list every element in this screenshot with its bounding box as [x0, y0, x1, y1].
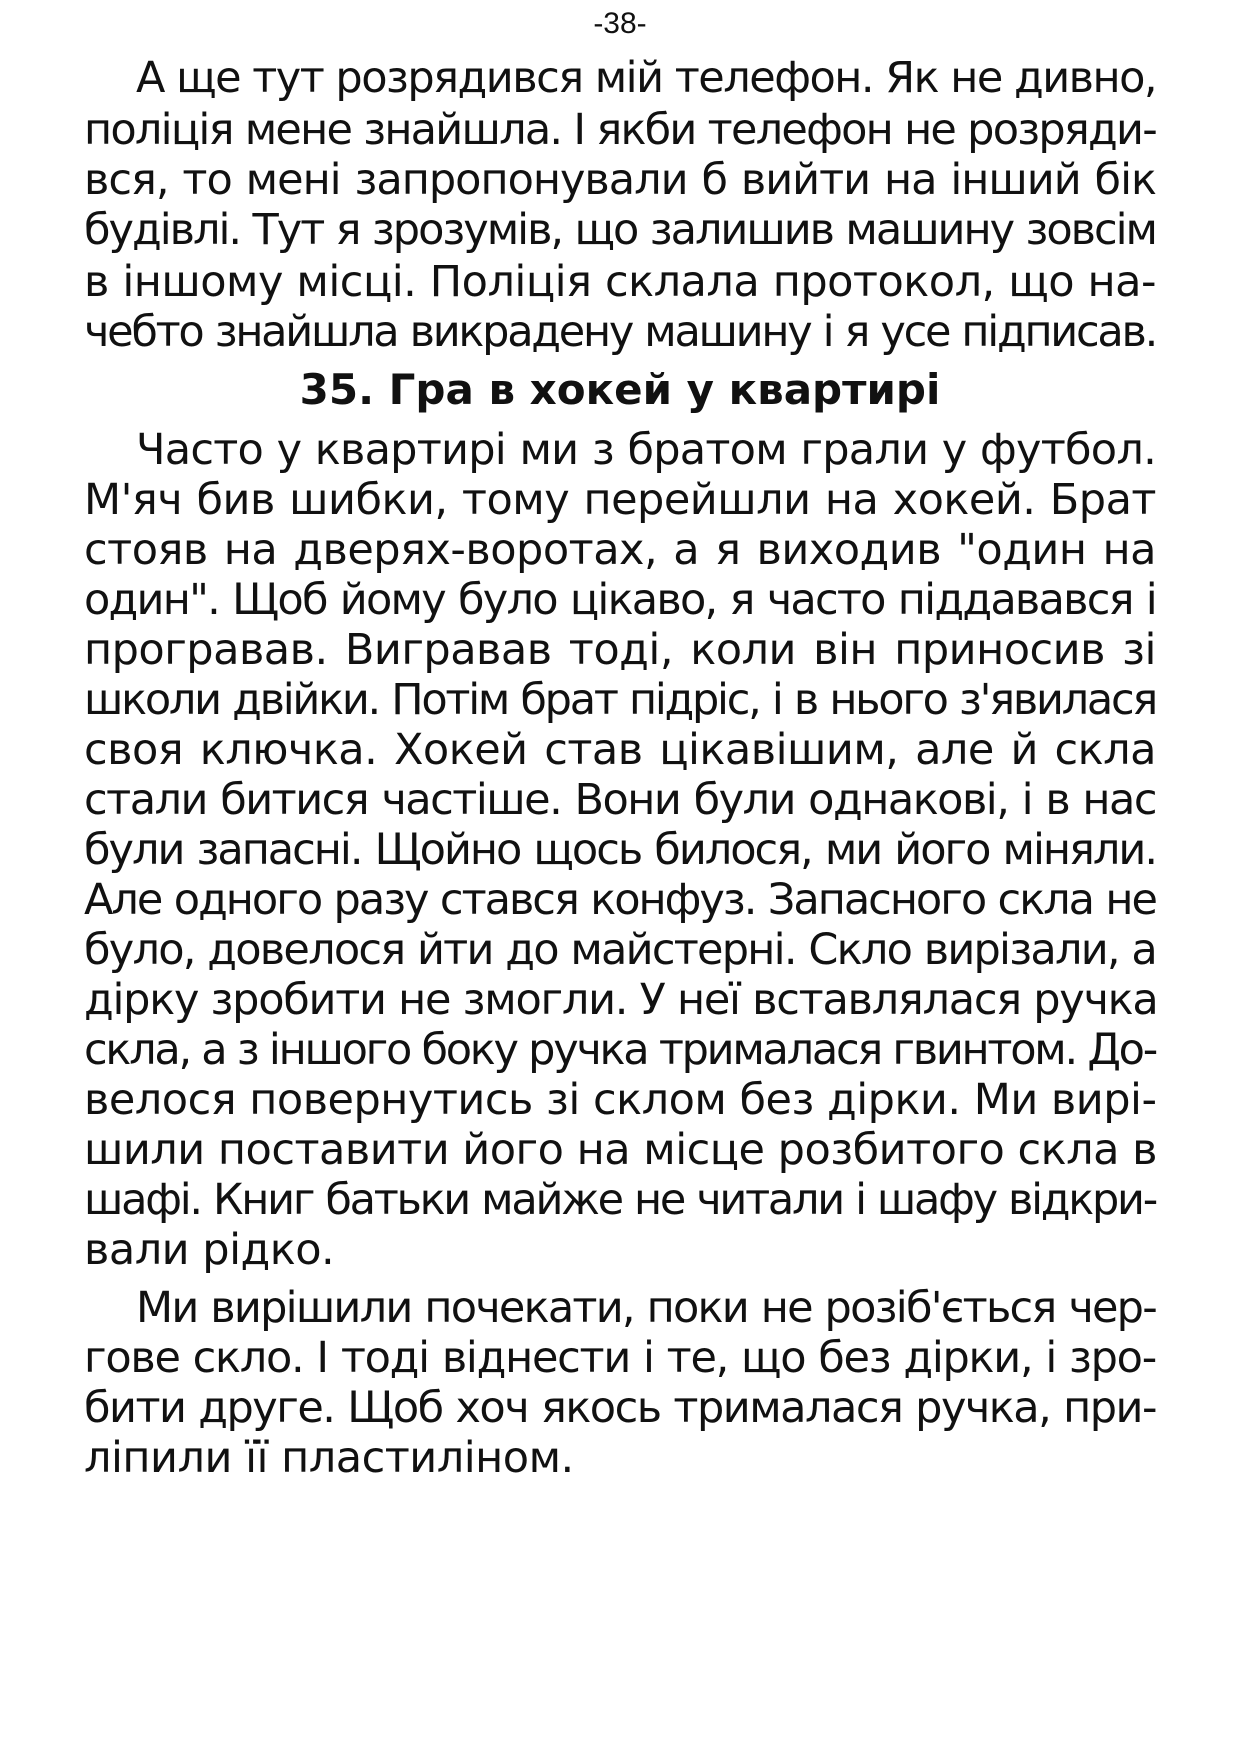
paragraph-2-line-11: було, довелося йти до майстерні. Скло вирізали, а	[84, 925, 1156, 975]
paragraph-1-line-3: вся, то мені запропонували б вийти на інший бік	[84, 155, 1156, 205]
paragraph-2-line-9: були запасні. Щойно щось билося, ми його міняли.	[84, 825, 1156, 875]
paragraph-2-line-8: стали битися частіше. Вони були однакові, і в нас	[84, 775, 1156, 825]
paragraph-2-line-13: скла, а з іншого боку ручка трималася гвинтом. До-	[84, 1025, 1156, 1075]
paragraph-1-line-2: поліція мене знайшла. І якби телефон не розряди-	[84, 105, 1156, 155]
page-number: -38-	[593, 7, 647, 40]
paragraph-1-line-6: чебто знайшла викрадену машину і я усе підписав.	[84, 307, 1156, 357]
section-heading: 35. Гра в хокей у квартирі	[299, 365, 941, 414]
paragraph-3-line-1: Ми вирішили почекати, поки не розіб'ється чер-	[136, 1283, 1156, 1333]
paragraph-2-line-15: шили поставити його на місце розбитого скла в	[84, 1125, 1157, 1175]
paragraph-2-line-16: шафі. Книг батьки майже не читали і шафу відкри-	[84, 1175, 1156, 1225]
paragraph-1-line-1: А ще тут розрядився мій телефон. Як не дивно,	[136, 53, 1157, 103]
paragraph-3-line-3: бити друге. Щоб хоч якось трималася ручка, при-	[84, 1383, 1156, 1433]
paragraph-3-line-2: гове скло. І тоді віднести і те, що без дірки, і зро-	[84, 1333, 1156, 1383]
paragraph-3-line-4: ліпили її пластиліном.	[84, 1433, 574, 1483]
paragraph-1-line-4: будівлі. Тут я зрозумів, що залишив машину зовсім	[84, 205, 1156, 255]
paragraph-2-line-12: дірку зробити не змогли. У неї вставлялася ручка	[84, 975, 1158, 1025]
paragraph-2-line-5: програвав. Вигравав тоді, коли він приносив зі	[84, 625, 1156, 675]
paragraph-1-line-5: в іншому місці. Поліція склала протокол, що на-	[84, 257, 1156, 307]
paragraph-2-line-4: один". Щоб йому було цікаво, я часто піддавався і	[84, 575, 1156, 625]
paragraph-2-line-17: вали рідко.	[84, 1225, 335, 1275]
paragraph-2-line-10: Але одного разу стався конфуз. Запасного скла не	[84, 875, 1156, 925]
paragraph-2-line-7: своя ключка. Хокей став цікавішим, але й скла	[84, 725, 1156, 775]
paragraph-2-line-14: велося повернутись зі склом без дірки. Ми вирі-	[84, 1075, 1157, 1125]
paragraph-2-line-6: школи двійки. Потім брат підріс, і в нього з'явилася	[84, 675, 1156, 725]
paragraph-2-line-2: М'яч бив шибки, тому перейшли на хокей. Брат	[84, 475, 1156, 525]
paragraph-2-line-1: Часто у квартирі ми з братом грали у футбол.	[136, 425, 1156, 475]
paragraph-2-line-3: стояв на дверях-воротах, а я виходив "один на	[84, 525, 1156, 575]
